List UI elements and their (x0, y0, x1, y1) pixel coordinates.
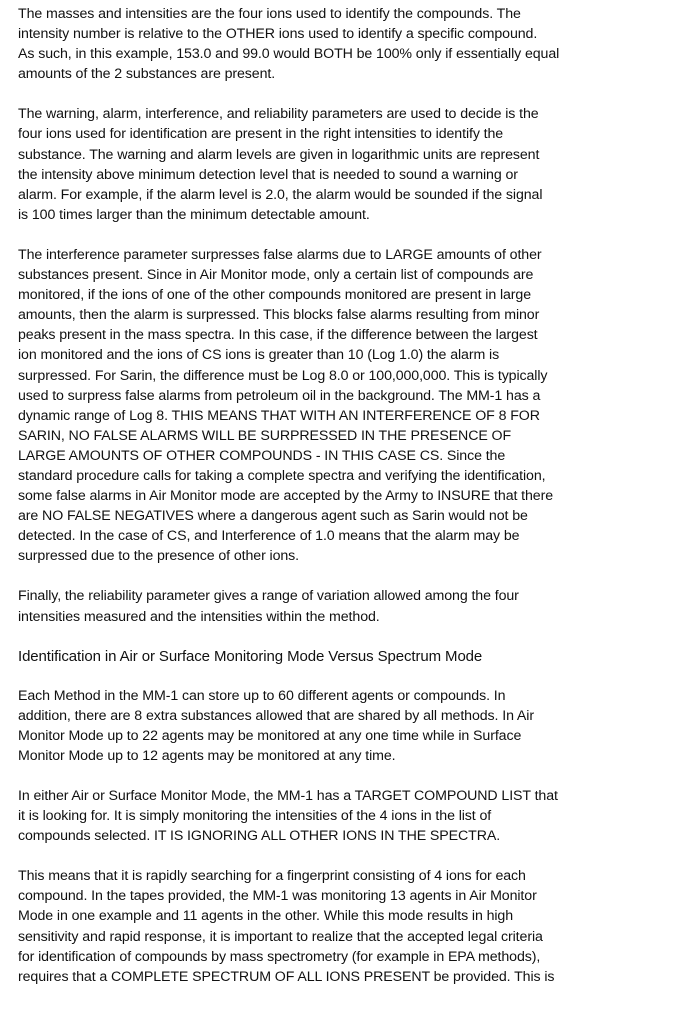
text-line: is 100 times larger than the minimum detectable amount. (18, 206, 370, 223)
text-line: monitored, if the ions of one of the other compounds monitored are present in large (18, 287, 532, 304)
text-line: the intensity above minimum detection level that is needed to sound a warning or (18, 166, 518, 183)
text-line: compound. In the tapes provided, the MM-1 was monitoring 13 agents in Air Monitor (18, 888, 537, 905)
paragraph-p7 (18, 866, 670, 987)
paragraph-p6 (18, 786, 670, 846)
paragraph-p1 (18, 4, 670, 84)
text-line: intensity number is relative to the OTHER ions used to identify a specific compound. (18, 26, 538, 43)
text-line: substances present. Since in Air Monitor mode, only a certain list of compounds are (18, 267, 534, 284)
text-line: Finally, the reliability parameter gives a range of variation allowed among the four (18, 588, 519, 605)
section-heading: Identification in Air or Surface Monitoring Mode Versus Spectrum Mode (18, 647, 483, 665)
paragraph-p2 (18, 104, 670, 225)
text-line: LARGE AMOUNTS OF OTHER COMPOUNDS - IN THIS CASE CS. Since the (18, 447, 506, 464)
text-line: four ions used for identification are present in the right intensities to identify the (18, 126, 504, 143)
text-line: This means that it is rapidly searching for a fingerprint consisting of 4 ions for each (18, 868, 526, 885)
text-line: peaks present in the mass spectra. In this case, if the difference between the largest (18, 327, 538, 344)
document-body-top (18, 4, 670, 627)
text-line: surpressed. For Sarin, the difference must be Log 8.0 or 100,000,000. This is typically (18, 367, 548, 384)
text-line: standard procedure calls for taking a complete spectra and verifying the identification, (18, 467, 546, 484)
paragraph-p5 (18, 686, 670, 766)
paragraph-p4 (18, 586, 670, 626)
text-line: Mode in one example and 11 agents in the other. While this mode results in high (18, 908, 514, 925)
text-line: The warning, alarm, interference, and reliability parameters are used to decide is the (18, 106, 539, 123)
document-body-bottom (18, 686, 670, 987)
text-line: substance. The warning and alarm levels are given in logarithmic units are represent (18, 146, 540, 163)
text-line: requires that a COMPLETE SPECTRUM OF ALL IONS PRESENT be provided. This is (18, 968, 555, 985)
text-line: for identification of compounds by mass spectrometry (for example in EPA methods), (18, 948, 541, 965)
text-line: surpressed due to the presence of other ions. (18, 548, 300, 565)
text-line: addition, there are 8 extra substances allowed that are shared by all methods. In Air (18, 707, 534, 724)
text-line: As such, in this example, 153.0 and 99.0 would BOTH be 100% only if essentially equal (18, 46, 560, 63)
text-line: amounts, then the alarm is surpressed. This blocks false alarms resulting from minor (18, 307, 540, 324)
text-line: are NO FALSE NEGATIVES where a dangerous agent such as Sarin would not be (18, 508, 528, 525)
text-line: Each Method in the MM-1 can store up to 60 different agents or compounds. In (18, 687, 506, 704)
text-line: The masses and intensities are the four ions used to identify the compounds. The (18, 6, 521, 22)
text-line: Monitor Mode up to 22 agents may be monitored at any one time while in Surface (18, 727, 522, 744)
text-line: some false alarms in Air Monitor mode are accepted by the Army to INSURE that there (18, 488, 554, 505)
paragraph-p3 (18, 245, 670, 567)
text-line: detected. In the case of CS, and Interference of 1.0 means that the alarm may be (18, 528, 520, 545)
text-line: ion monitored and the ions of CS ions is greater than 10 (Log 1.0) the alarm is (18, 347, 500, 364)
text-line: amounts of the 2 substances are present. (18, 66, 276, 83)
text-line: it is looking for. It is simply monitoring the intensities of the 4 ions in the list of (18, 808, 492, 825)
text-line: Monitor Mode up to 12 agents may be monitored at any time. (18, 747, 396, 764)
text-line: sensitivity and rapid response, it is important to realize that the accepted legal criteria (18, 928, 543, 945)
text-line: used to surpress false alarms from petroleum oil in the background. The MM-1 has a (18, 387, 541, 404)
text-line: alarm. For example, if the alarm level is 2.0, the alarm would be sounded if the signal (18, 186, 543, 203)
text-line: SARIN, NO FALSE ALARMS WILL BE SURPRESSED IN THE PRESENCE OF (18, 427, 512, 444)
document-page (18, 4, 670, 1007)
text-line: dynamic range of Log 8. THIS MEANS THAT WITH AN INTERFERENCE OF 8 FOR (18, 407, 540, 424)
text-line: intensities measured and the intensities within the method. (18, 608, 380, 625)
text-line: In either Air or Surface Monitor Mode, the MM-1 has a TARGET COMPOUND LIST that (18, 788, 558, 804)
text-line: compounds selected. IT IS IGNORING ALL OTHER IONS IN THE SPECTRA. (18, 828, 501, 845)
text-line: The interference parameter surpresses false alarms due to LARGE amounts of other (18, 246, 542, 263)
